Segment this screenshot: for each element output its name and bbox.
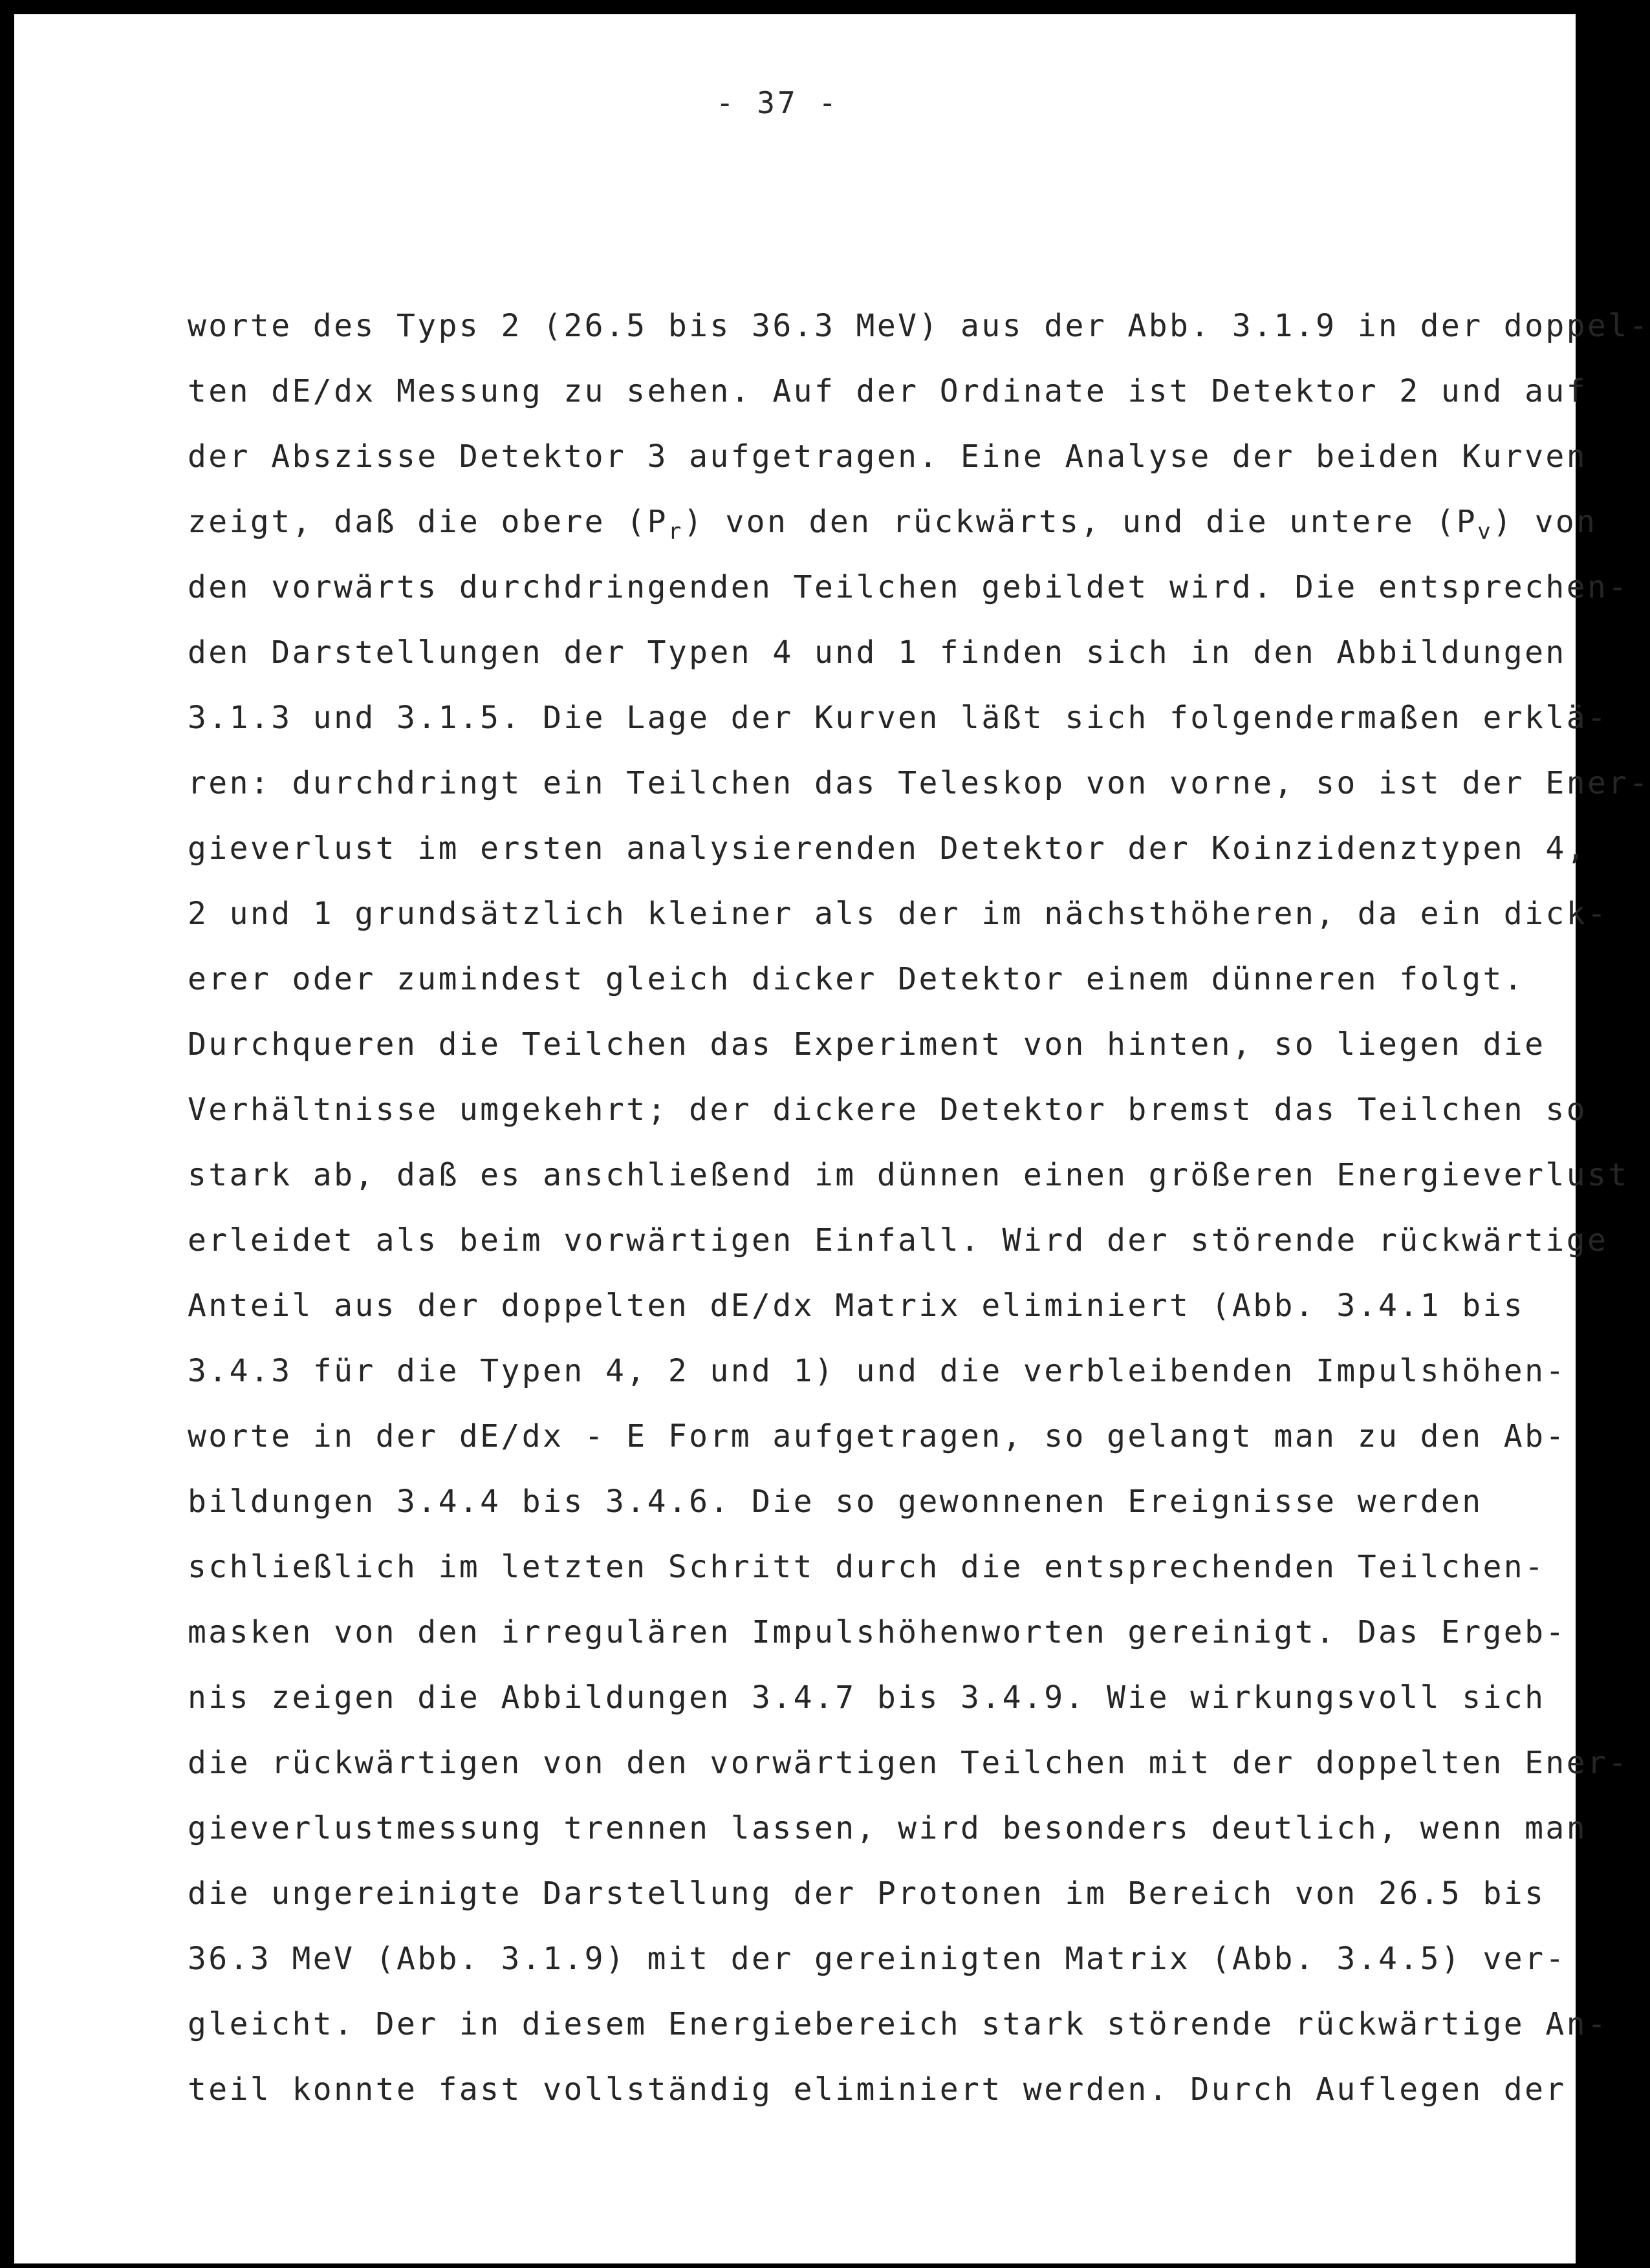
- text-line: worte des Typs 2 (26.5 bis 36.3 MeV) aus der Abb. 3.1.9 in der doppel-: [188, 308, 1650, 344]
- document-page: [14, 14, 1650, 2263]
- text-line: ren: durchdringt ein Teilchen das Teleskop von vorne, so ist der Ener-: [188, 765, 1650, 801]
- text-line: gleicht. Der in diesem Energiebereich stark störende rückwärtige An-: [188, 2006, 1609, 2042]
- text-line: zeigt, daß die obere $(P_r)$ von den rückwärts, und die untere $(P_v)$ von: [188, 504, 1598, 545]
- text-line: erer oder zumindest gleich dicker Detektor einem dünneren folgt.: [188, 961, 1525, 997]
- body-text: [188, 294, 1650, 2122]
- page-number: - 37 -: [715, 85, 840, 120]
- text-line: ten dE/dx Messung zu sehen. Auf der Ordinate ist Detektor 2 und auf: [188, 373, 1587, 409]
- text-line: 36.3 MeV (Abb. 3.1.9) mit der gereinigten Matrix (Abb. 3.4.5) ver-: [188, 1941, 1567, 1977]
- text-line: gieverlust im ersten analysierenden Detektor der Koinzidenztypen 4,: [188, 830, 1587, 867]
- text-line: schließlich im letzten Schritt durch die entsprechenden Teilchen-: [188, 1549, 1546, 1585]
- text-line: 3.1.3 und 3.1.5. Die Lage der Kurven läßt sich folgendermaßen erklä-: [188, 700, 1609, 736]
- text-line: 3.4.3 für die Typen 4, 2 und 1) und die verbleibenden Impulshöhen-: [188, 1353, 1567, 1389]
- text-line: Durchqueren die Teilchen das Experiment von hinten, so liegen die: [188, 1026, 1546, 1063]
- subscript: r: [668, 519, 684, 545]
- subscript: v: [1477, 519, 1493, 545]
- text-line: nis zeigen die Abbildungen 3.4.7 bis 3.4.9. Wie wirkungsvoll sich: [188, 1679, 1546, 1716]
- text-line: Anteil aus der doppelten dE/dx Matrix eliminiert (Abb. 3.4.1 bis: [188, 1288, 1525, 1324]
- text-line: die rückwärtigen von den vorwärtigen Teilchen mit der doppelten Ener-: [188, 1745, 1629, 1781]
- text-line: 2 und 1 grundsätzlich kleiner als der im nächsthöheren, da ein dick-: [188, 896, 1609, 932]
- text-line: Verhältnisse umgekehrt; der dickere Detektor bremst das Teilchen so: [188, 1092, 1587, 1128]
- text-line: teil konnte fast vollständig eliminiert werden. Durch Auflegen der: [188, 2071, 1567, 2108]
- text-line: masken von den irregulären Impulshöhenworten gereinigt. Das Ergeb-: [188, 1614, 1567, 1650]
- text-line: bildungen 3.4.4 bis 3.4.6. Die so gewonnenen Ereignisse werden: [188, 1484, 1483, 1520]
- text-line: worte in der dE/dx - E Form aufgetragen, so gelangt man zu den Ab-: [188, 1418, 1567, 1454]
- text-line: erleidet als beim vorwärtigen Einfall. Wird der störende rückwärtige: [188, 1222, 1609, 1258]
- text-line: gieverlustmessung trennen lassen, wird besonders deutlich, wenn man: [188, 1810, 1587, 1846]
- text-line: den Darstellungen der Typen 4 und 1 finden sich in den Abbildungen: [188, 634, 1567, 671]
- text-line: den vorwärts durchdringenden Teilchen gebildet wird. Die entsprechen-: [188, 569, 1629, 605]
- text-line: der Abszisse Detektor 3 aufgetragen. Eine Analyse der beiden Kurven: [188, 438, 1587, 475]
- text-line: stark ab, daß es anschließend im dünnen einen größeren Energieverlust: [188, 1157, 1629, 1193]
- text-line: die ungereinigte Darstellung der Protonen im Bereich von 26.5 bis: [188, 1875, 1546, 1912]
